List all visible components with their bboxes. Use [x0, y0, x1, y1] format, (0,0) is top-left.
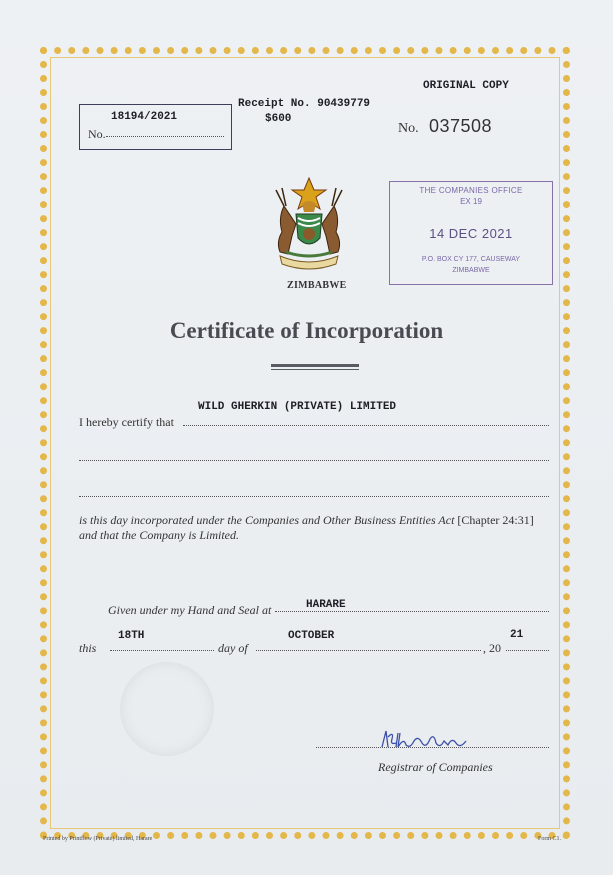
- title-rule-thick: [271, 364, 359, 367]
- day-of-label: day of: [218, 641, 248, 655]
- century-label: , 20: [483, 641, 501, 655]
- printer-credit: Printed by Printflow (Private) limited, Harare: [43, 836, 153, 842]
- dotted-line: [79, 460, 549, 461]
- this-label: this: [79, 641, 97, 655]
- stamp-office: THE COMPANIES OFFICE: [419, 186, 523, 195]
- century-value: 20: [489, 641, 501, 655]
- dotted-line: [110, 650, 214, 651]
- act-statement: [79, 513, 534, 528]
- stamp-code: EX 19: [460, 197, 482, 206]
- number-label: No.: [88, 127, 106, 141]
- companies-office-stamp: [389, 181, 553, 285]
- stamp-address-line1: P.O. BOX CY 177, CAUSEWAY: [421, 256, 521, 263]
- number-dotted-line: [106, 136, 224, 137]
- receipt-number: Receipt No. 90439779: [238, 98, 371, 110]
- act-text: is this day incorporated under the Companies and Other Business Entities Act: [79, 513, 455, 527]
- dotted-line: [79, 496, 549, 497]
- year-value: 21: [510, 629, 524, 641]
- company-name: WILD GHERKIN (PRIVATE) LIMITED: [198, 401, 397, 413]
- registrar-signature: [378, 727, 474, 753]
- title-rule-thin: [271, 369, 359, 370]
- stamp-address-line2: ZIMBABWE: [452, 267, 490, 274]
- registration-number: 18194/2021: [111, 111, 178, 123]
- signature-dotted-line: [316, 747, 549, 748]
- certificate-number: 037508: [429, 116, 493, 136]
- embossed-seal: [120, 662, 214, 756]
- act-chapter: [Chapter 24:31]: [457, 513, 534, 527]
- dotted-line: [275, 611, 549, 612]
- month-value: OCTOBER: [288, 630, 335, 642]
- certificate-title: Certificate of Incorporation: [169, 318, 444, 343]
- dotted-line: [256, 650, 481, 651]
- fee-amount: $600: [265, 113, 292, 125]
- certificate-number-label: No.: [398, 121, 419, 136]
- certify-text: I hereby certify that: [79, 415, 174, 429]
- dotted-line: [506, 650, 549, 651]
- copy-label: ORIGINAL COPY: [423, 80, 509, 92]
- stamp-date: 14 DEC 2021: [429, 226, 513, 241]
- form-number: Form C1.: [538, 836, 562, 842]
- dotted-line: [183, 425, 549, 426]
- limited-text: and that the Company is Limited.: [79, 528, 239, 542]
- zimbabwe-coat-of-arms-icon: [262, 176, 356, 276]
- limited-statement: [79, 528, 239, 543]
- country-label: ZIMBABWE: [287, 280, 347, 291]
- given-text: Given under my Hand and Seal at: [108, 603, 272, 617]
- registrar-label: Registrar of Companies: [378, 760, 493, 774]
- registration-number-box: [79, 104, 232, 150]
- place-value: HARARE: [306, 599, 346, 611]
- day-value: 18TH: [118, 630, 145, 642]
